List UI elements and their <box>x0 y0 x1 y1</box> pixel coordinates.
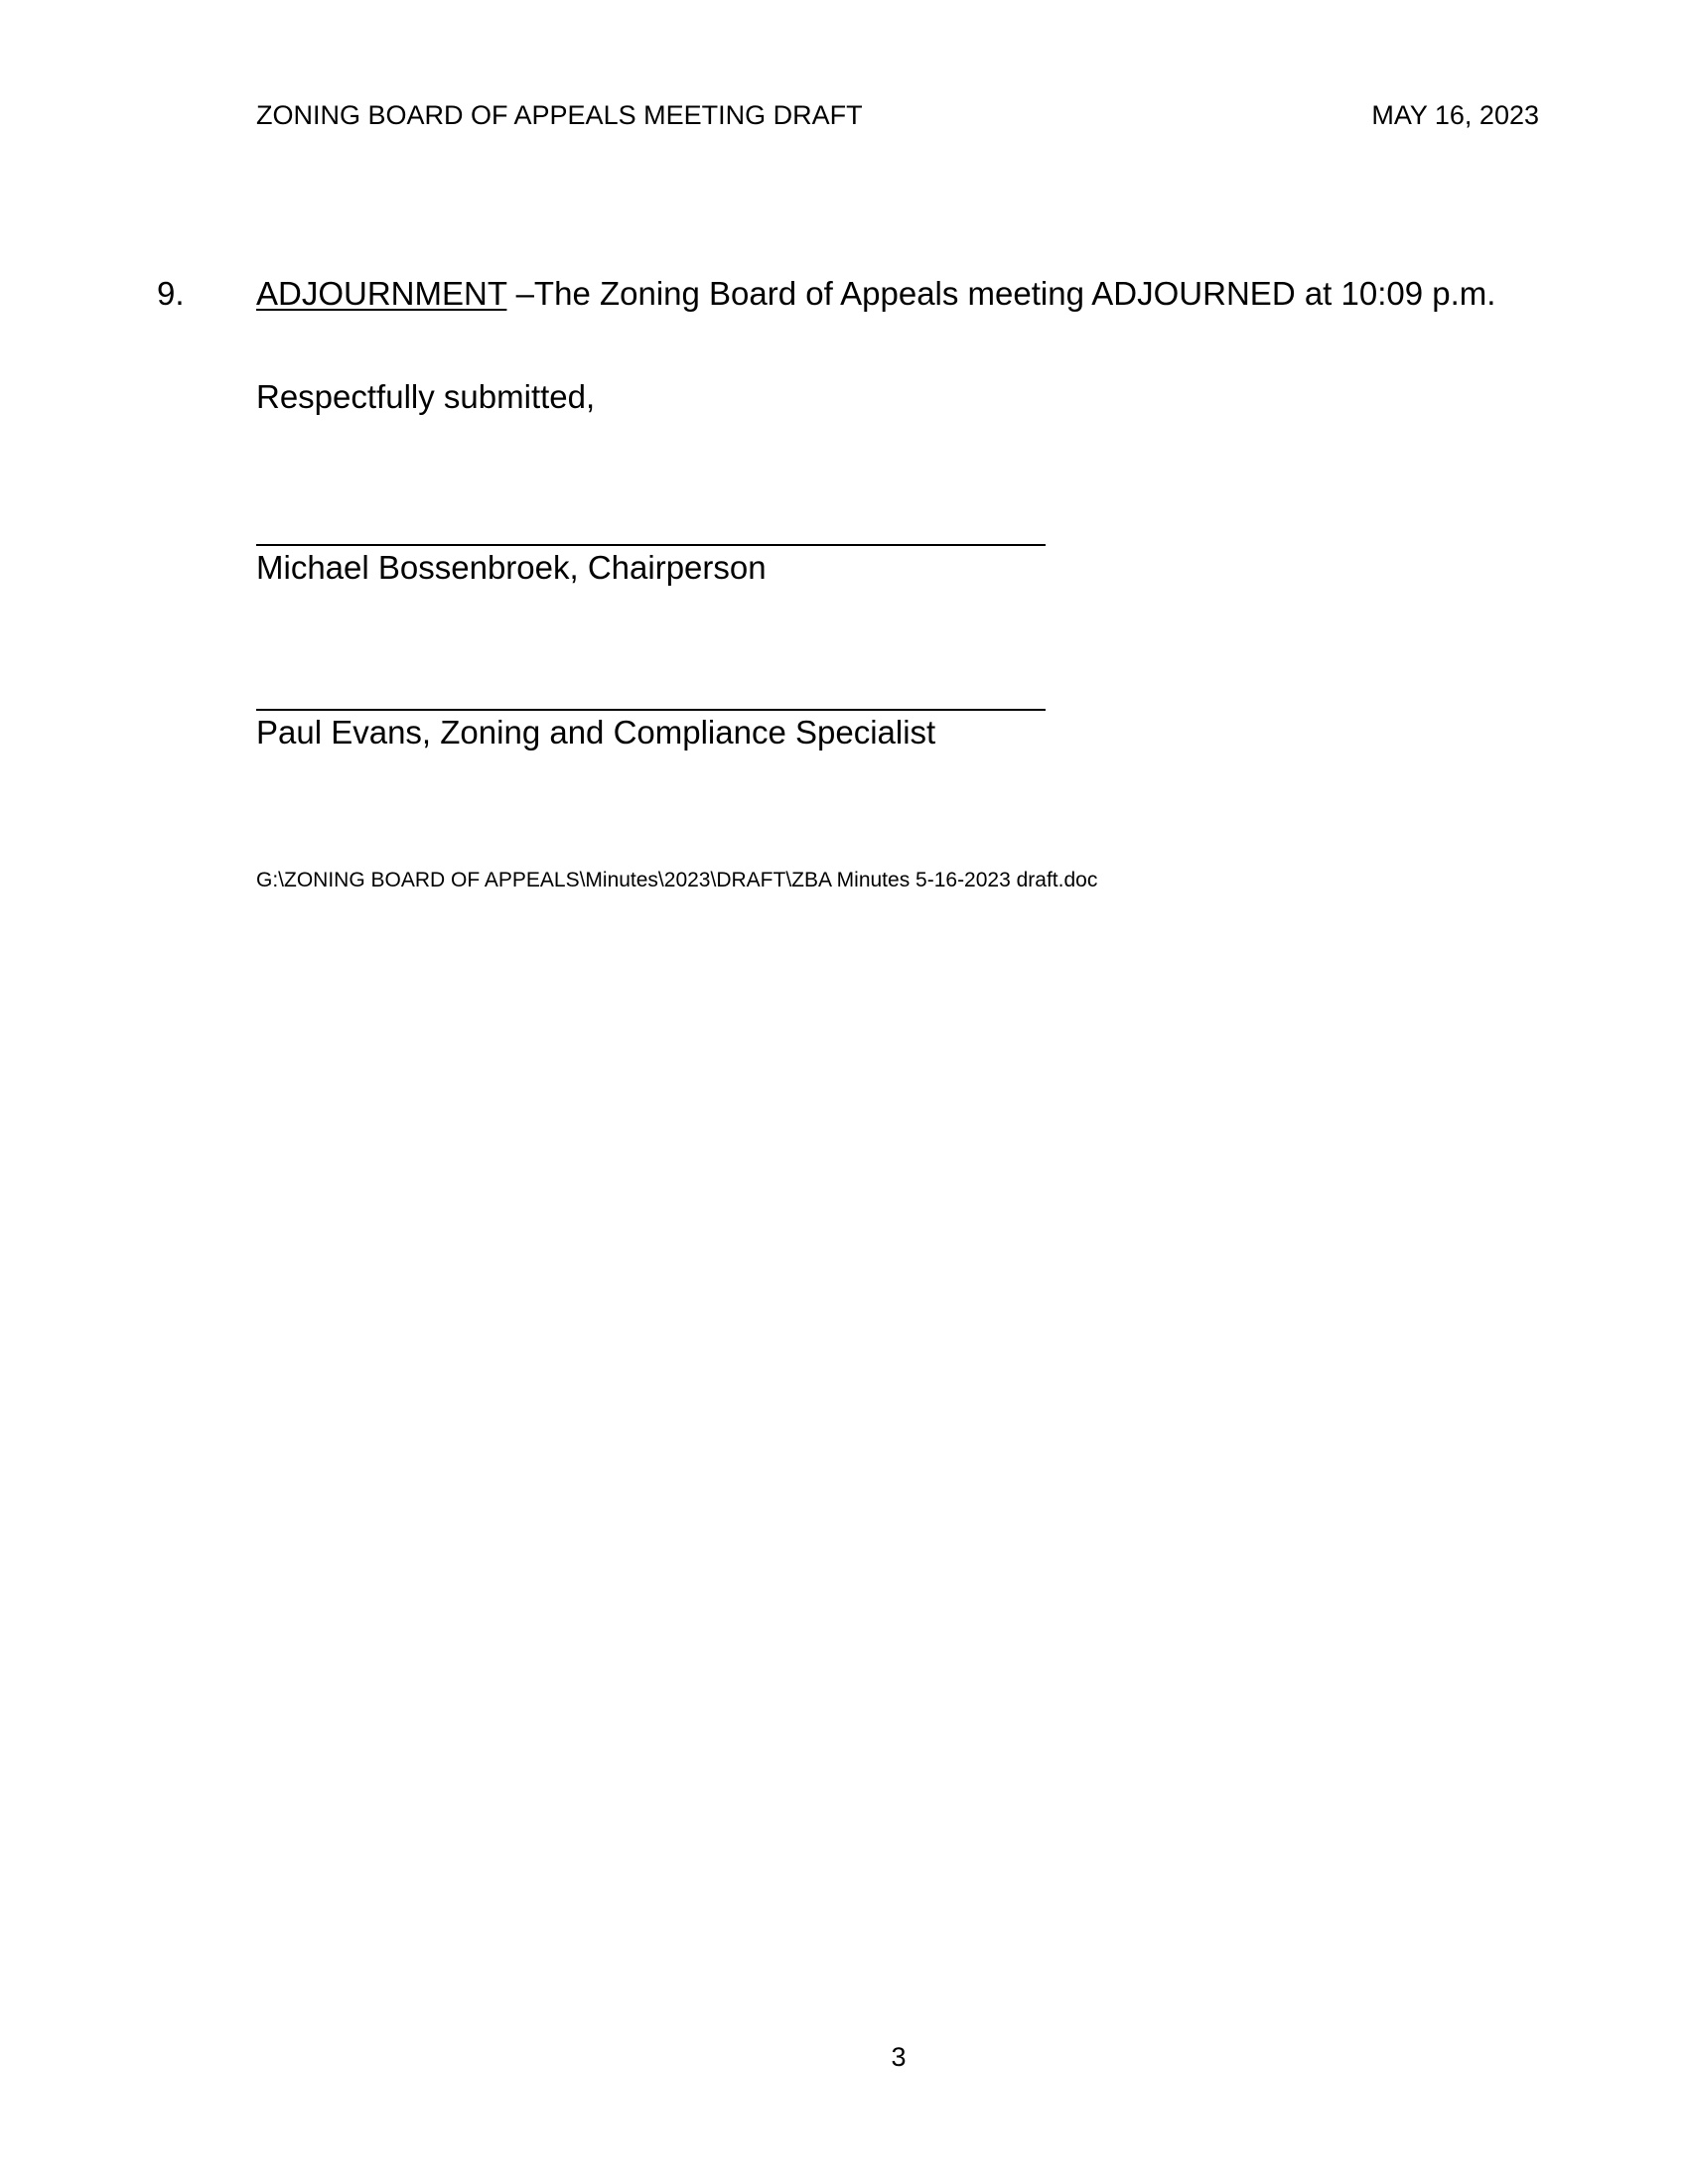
section-number: 9. <box>157 275 185 312</box>
signature-block-chairperson <box>256 504 1046 588</box>
signature-line <box>256 709 1046 711</box>
header-title: ZONING BOARD OF APPEALS MEETING DRAFT <box>256 100 863 130</box>
section-text: –The Zoning Board of Appeals meeting ADJOURNED at 10:09 p.m. <box>506 275 1496 312</box>
page-number: 3 <box>891 2042 907 2072</box>
section-title: ADJOURNMENT <box>256 275 507 312</box>
signatory-name: Michael Bossenbroek, Chairperson <box>256 549 767 586</box>
signature-block-specialist <box>256 669 1046 752</box>
closing-text: Respectfully submitted, <box>256 378 596 415</box>
file-path: G:\ZONING BOARD OF APPEALS\Minutes\2023\DRAFT\ZBA Minutes 5-16-2023 draft.doc <box>256 869 1098 891</box>
signature-line <box>256 544 1046 546</box>
adjournment-section <box>157 274 1495 314</box>
header-date: MAY 16, 2023 <box>1371 100 1539 130</box>
signatory-name: Paul Evans, Zoning and Compliance Specialist <box>256 714 936 751</box>
